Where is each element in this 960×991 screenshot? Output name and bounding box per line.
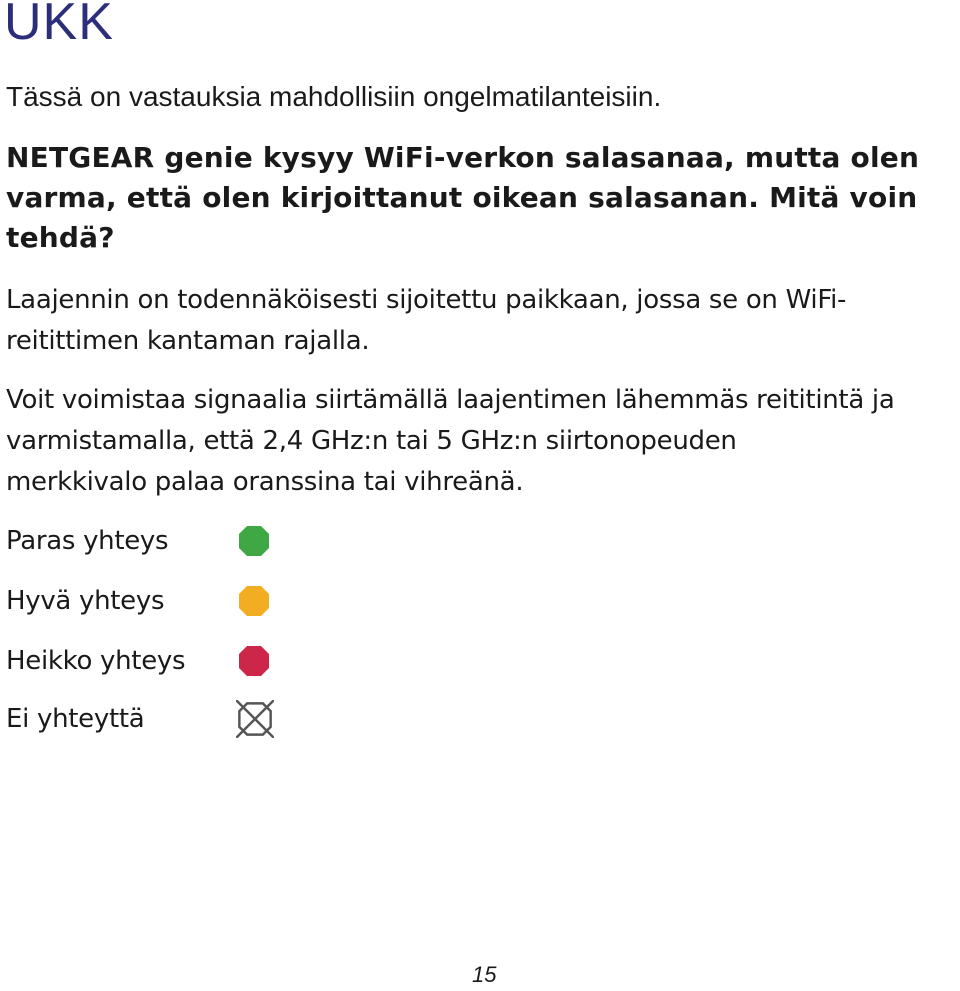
legend-label: Heikko yhteys [6, 646, 186, 676]
page-title: UKK [4, 0, 114, 51]
faq-answer-1 [6, 280, 846, 362]
legend-label: Paras yhteys [6, 526, 169, 556]
faq-question: NETGEAR genie kysyy WiFi-verkon salasanaa, mutta olen varma, että olen kirjoittanut oikean salasanan. Mitä voin tehdä? [6, 141, 920, 254]
page-number: 15 [472, 962, 497, 987]
off-led-icon [236, 700, 274, 738]
answer-2-line: Voit voimistaa signaalia siirtämällä laajentimen lähemmäs reititintä ja [6, 385, 895, 415]
amber-led-icon [237, 584, 271, 618]
red-led-icon [237, 644, 271, 678]
legend-label: Ei yhteyttä [6, 704, 145, 734]
faq-answer-2 [6, 380, 894, 503]
intro-text: Tässä on vastauksia mahdollisiin ongelmatilanteisiin. [6, 81, 662, 112]
answer-2-line: varmistamalla, että 2,4 GHz:n tai 5 GHz:n siirtonopeuden [6, 426, 737, 456]
legend-label: Hyvä yhteys [6, 586, 165, 616]
answer-2-line: merkkivalo palaa oranssina tai vihreänä. [6, 467, 524, 497]
answer-1-line: reitittimen kantaman rajalla. [6, 326, 370, 356]
answer-1-line: Laajennin on todennäköisesti sijoitettu paikkaan, jossa se on WiFi- [6, 285, 847, 315]
green-led-icon [237, 524, 271, 558]
